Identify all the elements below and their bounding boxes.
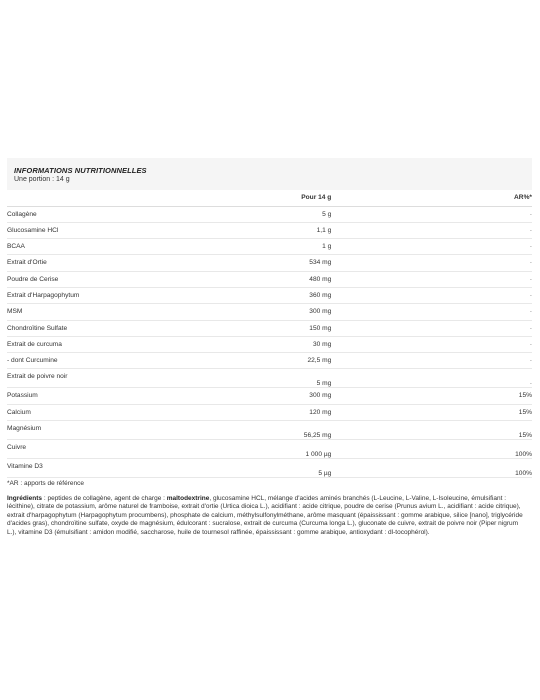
nutrient-name: Cuivre xyxy=(7,444,27,452)
table-row xyxy=(7,440,532,459)
nutrient-name: Calcium xyxy=(7,408,31,416)
nutrient-name: Chondroïtine Sulfate xyxy=(7,324,68,332)
nutrition-rows xyxy=(7,206,532,478)
table-row xyxy=(7,271,532,287)
ingredients-label: Ingrédients xyxy=(7,495,43,503)
ingredients-part2: , glucosamine HCL, mélange d'acides aminés branchés (L-Leucine, L-Valine, L-Isoleucine, émulsifiant : lécithine), citrate de potassium, arôme naturel de framboise, extrait d'ortie (Urtica dioica L.), acidifiant : acide citrique, poudre de cerise (Prunus avium L., acidifiant : acide citrique), extrait d'harpagophytum (Harpagophytum procumbens), phosphate de calcium, méthylsulfonylméthane, arôme masquant (épaississant : gomme arabique, silice [nano], triglycéride d'acides gras), chondroïtine sulfate, oxyde de magnésium, édulcorant : sucralose, extrait de curcuma (Curcuma longa L.), gluconate de cuivre, extrait de poivre noir (Piper nigrum L.), vitamine D3 (émulsifiant : amidon modifié, saccharose, huile de tournesol raffinée, épaississant : gomme arabique, antioxydant : dl-tocophérol). xyxy=(7,495,523,536)
table-row xyxy=(7,255,532,271)
nutrient-name: Magnésium xyxy=(7,425,42,433)
nutrient-value: 480 mg xyxy=(309,275,332,283)
nutrient-value: 360 mg xyxy=(309,291,332,299)
nutrient-value: 1 000 µg xyxy=(305,451,332,459)
table-row xyxy=(7,369,532,388)
nutrient-name: Poudre de Cerise xyxy=(7,275,59,283)
nutrient-name: Extrait de curcuma xyxy=(7,340,62,348)
nutrient-value: 534 mg xyxy=(309,259,332,267)
nutrient-value: 150 mg xyxy=(309,324,332,332)
ingredients-part1: : peptides de collagène, agent de charge : xyxy=(42,495,167,503)
nutrient-ar: - xyxy=(529,243,532,251)
nutrient-ar: - xyxy=(529,357,532,365)
footnote: *AR : apports de référence xyxy=(7,480,84,488)
nutrient-ar: 15% xyxy=(518,432,532,440)
nutrient-value: 5 g xyxy=(322,210,332,218)
table-row xyxy=(7,459,532,478)
table-row xyxy=(7,388,532,404)
table-row xyxy=(7,222,532,238)
nutrient-ar: - xyxy=(529,324,532,332)
nutrient-name: Vitamine D3 xyxy=(7,463,43,471)
table-row xyxy=(7,421,532,440)
nutrient-name: Extrait d'Harpagophytum xyxy=(7,291,80,299)
nutrient-value: 300 mg xyxy=(309,308,332,316)
nutrition-header xyxy=(7,158,532,190)
nutrient-value: 300 mg xyxy=(309,392,332,400)
nutrient-value: 22,5 mg xyxy=(307,357,332,365)
table-row xyxy=(7,404,532,420)
nutrient-name: MSM xyxy=(7,308,23,316)
nutrient-ar: - xyxy=(529,291,532,299)
column-header-per-portion: Pour 14 g xyxy=(139,190,500,206)
nutrient-name: Extrait de poivre noir xyxy=(7,373,68,381)
nutrient-value: 30 mg xyxy=(312,340,332,348)
table-row xyxy=(7,304,532,320)
portion-size: Une portion : 14 g xyxy=(14,176,70,183)
nutrient-value: 56,25 mg xyxy=(303,432,332,440)
nutrient-ar: 15% xyxy=(518,392,532,400)
nutrient-value: 5 mg xyxy=(316,380,332,388)
column-header-name xyxy=(7,190,139,206)
table-row xyxy=(7,287,532,303)
nutrient-value: 1,1 g xyxy=(316,226,332,234)
table-row xyxy=(7,336,532,352)
table-row xyxy=(7,239,532,255)
table-row xyxy=(7,206,532,222)
table-header-row xyxy=(7,190,532,206)
nutrition-table xyxy=(7,190,532,478)
nutrient-ar: 15% xyxy=(518,408,532,416)
nutrient-name: Extrait d'Ortie xyxy=(7,259,47,267)
nutrient-ar: - xyxy=(529,308,532,316)
table-row xyxy=(7,353,532,369)
nutrient-ar: - xyxy=(529,259,532,267)
nutrient-ar: - xyxy=(529,226,532,234)
nutrient-ar: - xyxy=(529,340,532,348)
nutrient-ar: 100% xyxy=(515,470,532,478)
nutrient-ar: - xyxy=(529,380,532,388)
nutrition-title: INFORMATIONS NUTRITIONNELLES xyxy=(14,166,147,175)
ingredients-text xyxy=(7,495,532,537)
nutrient-name: Potassium xyxy=(7,392,38,400)
nutrition-panel xyxy=(7,158,532,537)
nutrient-ar: 100% xyxy=(515,451,532,459)
nutrient-ar: - xyxy=(529,275,532,283)
nutrient-value: 120 mg xyxy=(309,408,332,416)
nutrient-name: BCAA xyxy=(7,243,25,251)
nutrient-name: Collagène xyxy=(7,210,37,218)
column-header-ar: AR%* xyxy=(499,190,532,206)
nutrient-value: 1 g xyxy=(322,243,332,251)
nutrient-name: Glucosamine HCl xyxy=(7,226,59,234)
ingredients-bold: maltodextrine xyxy=(166,495,210,503)
nutrient-value: 5 µg xyxy=(318,470,332,478)
nutrient-ar: - xyxy=(529,210,532,218)
nutrient-name: - dont Curcumine xyxy=(7,357,58,365)
table-row xyxy=(7,320,532,336)
